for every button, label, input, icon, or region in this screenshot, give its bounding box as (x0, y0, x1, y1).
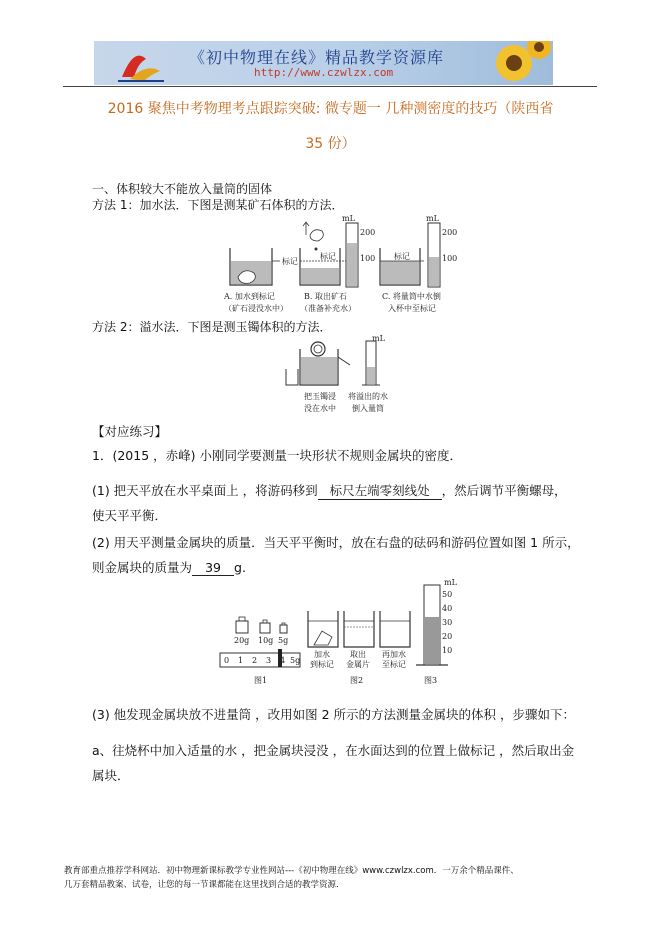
question-1-part1-line2: 使天平平衡． (92, 508, 168, 523)
caption-right2: 倒入量筒 (352, 404, 384, 413)
b1-caption1: 加水 (314, 650, 330, 659)
b2-caption1: 取出 (350, 650, 366, 659)
caption-c2: 入杯中至标记 (388, 304, 436, 313)
scale-1: 1 (238, 656, 244, 665)
fig3-beaker-2 (344, 611, 374, 647)
question-1-part3: (3) 他发现金属块放不进量筒 ，改用如图 2 所示的方法测量金属块的体积 ，步骤如下： (92, 707, 576, 722)
fig3-ml: mL (444, 578, 457, 587)
q1-2-suffix: g. (234, 560, 246, 575)
cyl-20: 20 (442, 632, 453, 641)
question-1-part1 (92, 481, 567, 500)
question-1-part3-a-line2: 属块． (92, 768, 130, 783)
cyl-10: 10 (442, 646, 453, 655)
weight-10g: 10g (258, 636, 274, 645)
fig3-beaker-1 (308, 611, 338, 647)
banner-title: 《初中物理在线》精品教学资源库 (189, 48, 445, 67)
fig-label-3: 图3 (424, 676, 438, 685)
q1-1-suffix: ，然后调节平衡螺母， (441, 483, 567, 498)
fig-label-1: 图1 (254, 676, 268, 685)
beaker-a (230, 248, 280, 285)
b3-caption1: 再加水 (382, 650, 406, 659)
method1-text: 方法 1：加水法．下图是测某矿石体积的方法． (92, 198, 344, 212)
practice-heading: 【对应练习】 (92, 424, 168, 439)
ml-label-2: mL (426, 214, 439, 223)
measuring-cylinder (362, 341, 380, 385)
ml-label-3: mL (372, 335, 385, 343)
question-1-part2: (2) 用天平测量金属块的质量．当天平平衡时，放在右盘的砝码和游码位置如图 1 所示， (92, 535, 580, 550)
weights (236, 617, 287, 633)
caption-left2: 没在水中 (304, 404, 336, 413)
mark-label-b: 标记 (320, 252, 336, 261)
q1-1-prefix: (1) 把天平放在水平桌面上 ，将游码移到 (92, 483, 318, 498)
weight-5g: 5g (278, 636, 289, 645)
figure-overflow (282, 335, 412, 415)
cyl-30: 30 (442, 618, 453, 627)
section-heading: 一、体积较大不能放入量筒的固体 (92, 182, 273, 196)
question-1: 1．(2015 ，赤峰) 小刚同学要测量一块形状不规则金属块的密度． (92, 448, 462, 463)
caption-a2: （矿石浸没水中） (224, 304, 288, 313)
q1-1-answer: 标尺左端零刻线处 (318, 481, 442, 500)
tick-200-1: 200 (360, 228, 376, 237)
scale-3: 3 (266, 656, 272, 665)
banner-url[interactable]: http://www.czwlzx.com (254, 66, 394, 79)
q1-2-prefix: 则金属块的质量为 (92, 560, 193, 575)
tick-200-2: 200 (442, 228, 458, 237)
header-divider (63, 86, 597, 87)
ml-label-1: mL (342, 214, 355, 223)
caption-a1: A. 加水到标记 (224, 292, 275, 301)
rider-scale (220, 649, 300, 667)
fig3-beaker-3 (380, 611, 410, 647)
q1-2-answer: 39 (192, 560, 234, 576)
question-1-part3-a: a、往烧杯中加入适量的水 ，把金属块浸没 ，在水面达到的位置上做标记 ，然后取出金 (92, 743, 575, 758)
footer-line1: 教育部重点推荐学科网站．初中物理新课标教学专业性网站---《初中物理在线》www.czwlzx.com．一万余个精品课件、 (64, 866, 519, 876)
caption-right1: 将溢出的水 (348, 392, 388, 401)
cylinder-b (346, 223, 358, 287)
tick-100-1: 100 (360, 254, 376, 263)
b1-caption2: 到标记 (310, 660, 334, 669)
caption-c1: C. 将量筒中水倒 (382, 292, 441, 301)
caption-b2: （准备补充水） (300, 304, 356, 313)
page-title-line2: 35 份） (305, 136, 356, 152)
cyl-40: 40 (442, 604, 453, 613)
scale-5g: 5g (290, 656, 301, 665)
scale-0: 0 (224, 656, 230, 665)
question-1-part2-line2 (92, 558, 246, 576)
page-title-line1: 2016 聚焦中考物理考点跟踪突破: 微专题一 几种测密度的技巧（陕西省 (107, 101, 554, 117)
overflow-can (300, 342, 350, 385)
mark-label-c: 标记 (394, 252, 410, 261)
header-banner (94, 41, 553, 85)
mark-label-a: 标记 (282, 257, 298, 266)
fig-label-2: 图2 (350, 676, 364, 685)
caption-left1: 把玉镯浸 (304, 392, 336, 401)
weight-20g: 20g (234, 636, 250, 645)
cyl-50: 50 (442, 590, 453, 599)
b3-caption2: 至标记 (382, 660, 406, 669)
tick-100-2: 100 (442, 254, 458, 263)
caption-b1: B. 取出矿石 (304, 292, 347, 301)
figure-add-water (222, 213, 462, 316)
footer-line2: 几万套精品教案、试卷，让您的每一节课都能在这里找到合适的教学资源． (64, 880, 345, 890)
b2-caption2: 金属片 (346, 660, 370, 669)
figure-balance-beakers (218, 577, 458, 689)
cylinder-c (428, 223, 440, 287)
method2-text: 方法 2：溢水法．下图是测玉镯体积的方法． (92, 320, 332, 334)
scale-2: 2 (252, 656, 258, 665)
catch-beaker (286, 369, 298, 385)
scale-4: 4 (280, 656, 286, 665)
